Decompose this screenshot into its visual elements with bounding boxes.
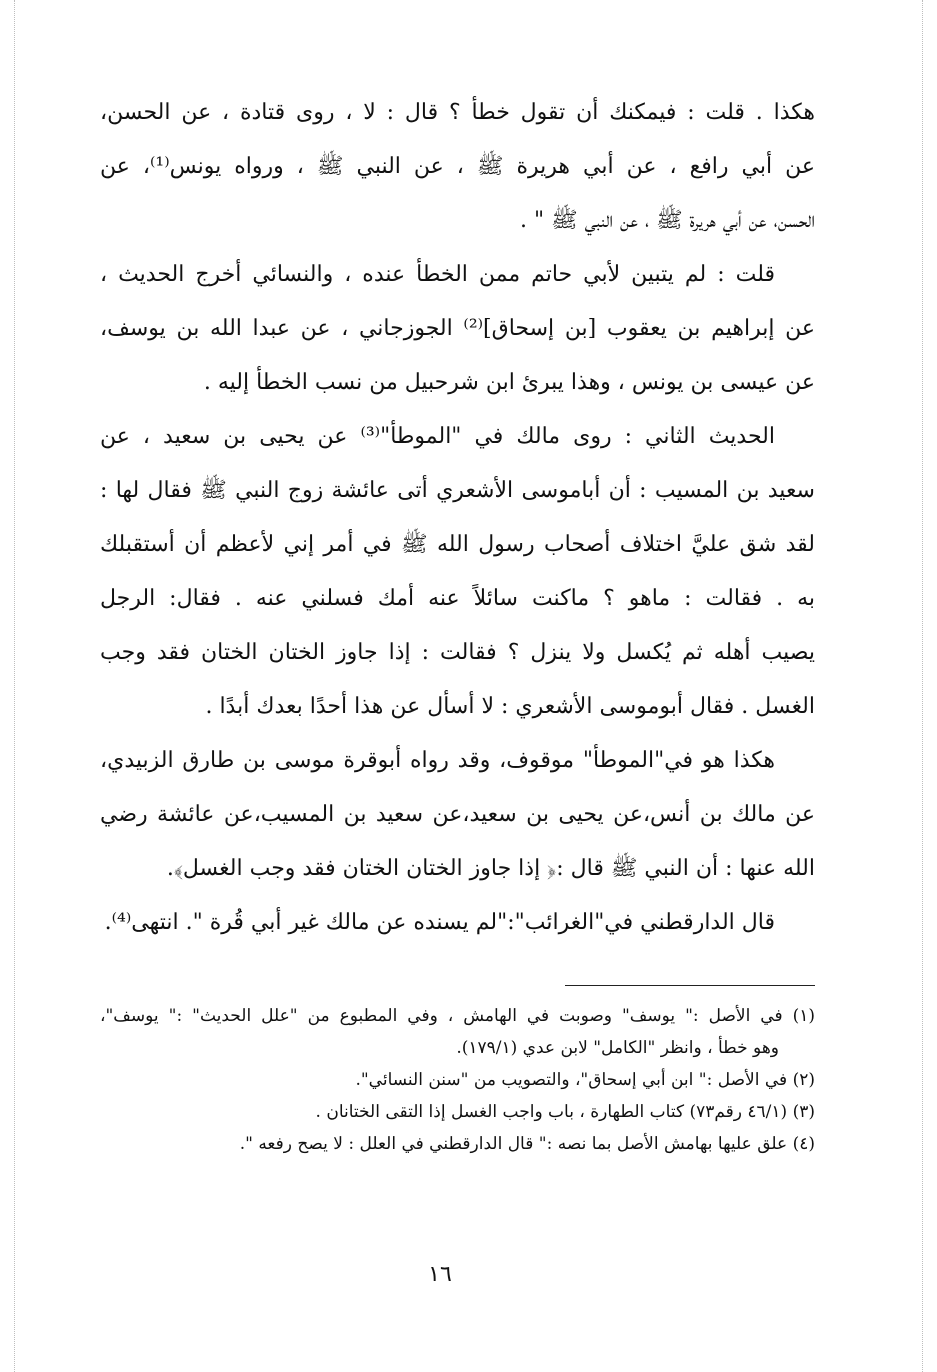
footnote-divider [565,985,815,986]
text-line: عن أبي رافع ، عن أبي هريرة ﷺ ، عن النبي ﷺ ، ورواه يونس⁽¹⁾، عن [100,154,815,179]
text-line: هكذا . قلت : فيمكنك أن تقول خطأ ؟ قال : لا ، روى قتادة ، عن الحسن، [100,100,815,125]
text-line: الله عنها : أن النبي ﷺ قال :﴿ إذا جاوز الختان الختان فقد وجب الغسل﴾. [166,856,815,881]
footnote-2: (٢) في الأصل :" ابن أبي إسحاق"، والتصويب من "سنن النسائي". [355,1070,815,1090]
text-line: هكذا هو في"الموطأ" موقوف، وقد رواه أبوقرة موسى بن طارق الزبيدي، [100,748,775,773]
text-line: سعيد بن المسيب : أن أباموسى الأشعري أتى عائشة زوج النبي ﷺ فقال لها : [100,478,815,503]
text-line: قلت : لم يتبين لأبي حاتم ممن الخطأ عنده ، والنسائي أخرج الحديث ، [100,262,775,287]
left-scan-edge [14,0,15,1372]
text-line: يصيب أهله ثم يُكسل ولا ينزل ؟ فقالت : إذا جاوز الختان الختان فقد وجب [100,640,815,665]
footnote-3: (٣) (٤٦/١ رقم٧٣) كتاب الطهارة ، باب واجب الغسل إذا التقى الختانان . [315,1102,815,1122]
text-line: الحديث الثاني : روى مالك في "الموطأ"⁽³⁾ عن يحيى بن سعيد ، عن [100,424,775,449]
footnotes [100,1000,815,1160]
text-line: عن إبراهيم بن يعقوب [بن إسحاق]⁽²⁾ الجوزجاني ، عن عبدا الله بن يوسف، [100,316,815,341]
right-scan-edge [922,0,923,1372]
text-line: عن عيسى بن يونس ، وهذا يبرئ ابن شرحبيل من نسب الخطأ إليه . [203,370,815,395]
page-number: ١٦ [428,1262,452,1287]
text-line: عن مالك بن أنس،عن يحيى بن سعيد،عن سعيد بن المسيب،عن عائشة رضي [100,802,815,827]
footnote-4: (٤) علق عليها بهامش الأصل بما نصه :" قال الدارقطني في العلل : لا يصح رفعه ". [239,1134,815,1154]
text-line: الغسل . فقال أبوموسى الأشعري : لا أسأل عن هذا أحدًا بعدك أبدًا . [205,694,815,719]
footnote-1-continued: وهو خطأ ، وانظر "الكامل" لابن عدي (١٧٩/١). [456,1038,779,1058]
text-line: لقد شق عليَّ اختلاف أصحاب رسول الله ﷺ في أمر إني لأعظم أن أستقبلك [100,532,815,557]
footnote-1: (١) في الأصل :" يوسف" وصوبت في الهامش ، وفي المطبوع من "علل الحديث" :" يوسف"، [100,1006,815,1026]
text-line: به . فقالت : ماهو ؟ ماكنت سائلاً عنه أمك فسلني عنه . فقال: الرجل [100,586,815,611]
text-line: الحسن، عن أبي هريرة ﷺ ، عن النبي ﷺ " . [519,208,815,233]
main-text [100,86,815,950]
text-line: قال الدارقطني في"الغرائب":"لم يسنده عن مالك غير أبي قُرة ". انتهى⁽⁴⁾. [104,910,775,935]
